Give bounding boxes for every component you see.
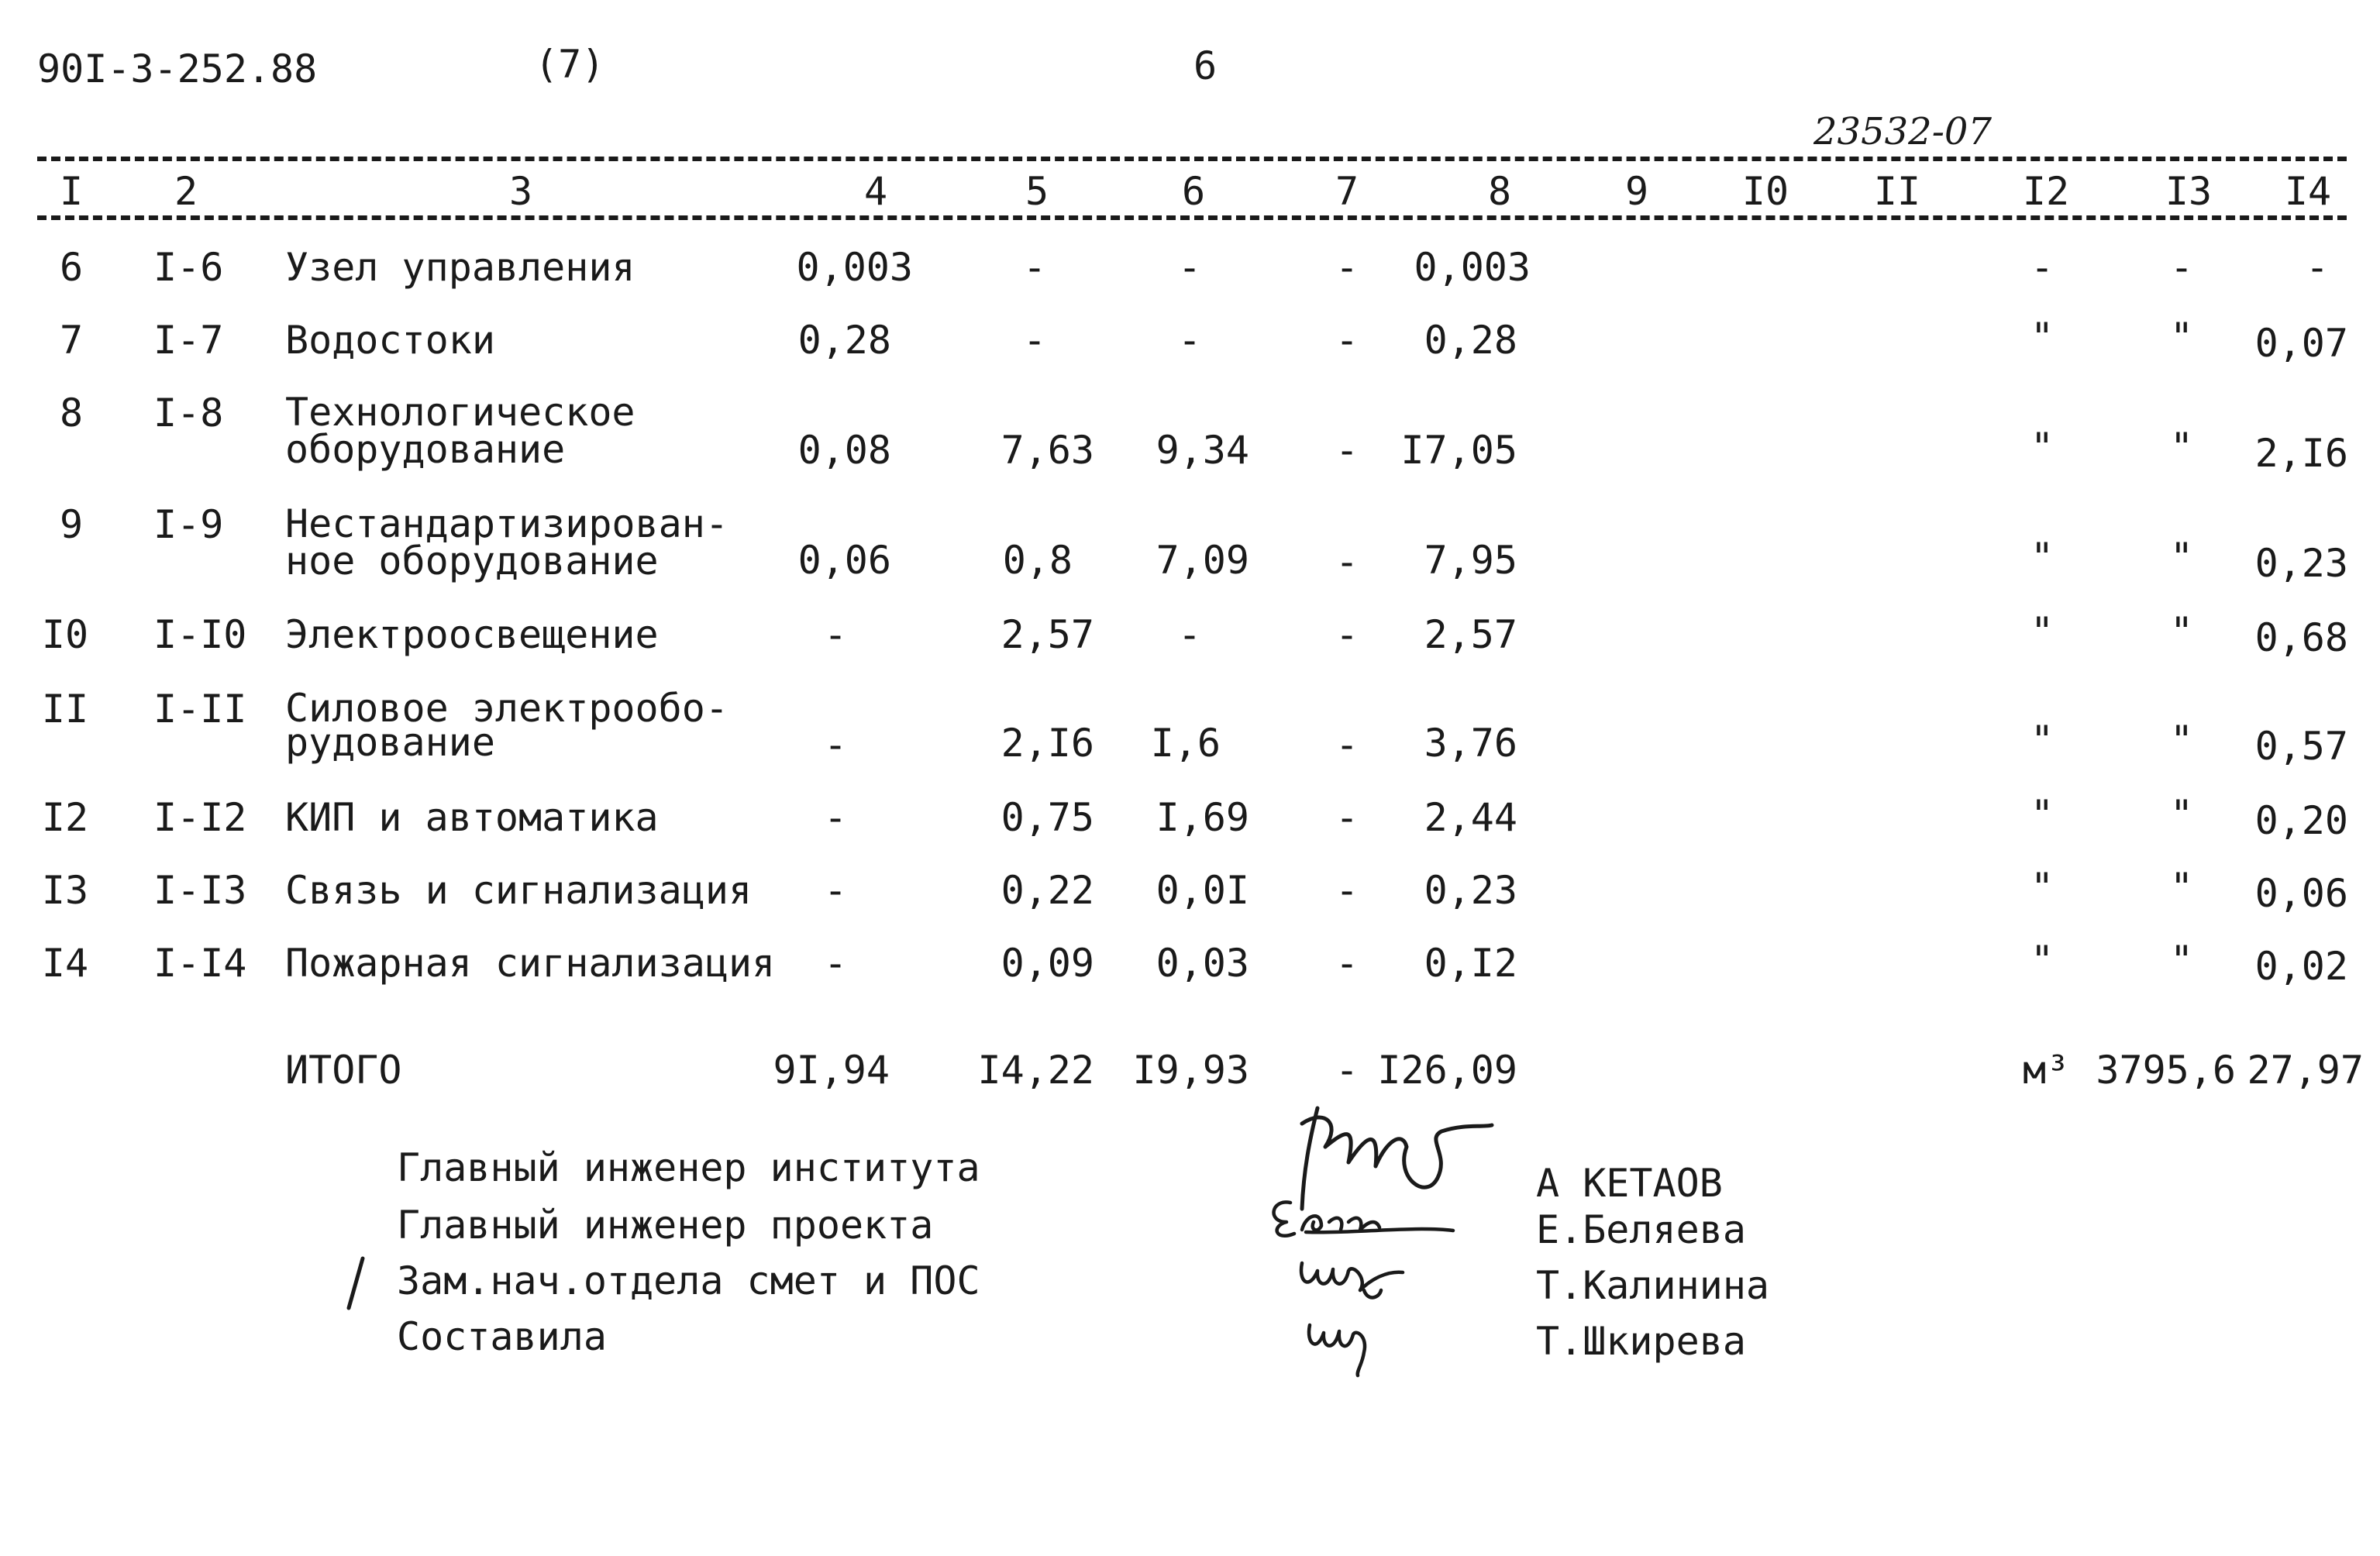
cell-col8: 7,95 (1424, 538, 1517, 583)
signature-deputy-head (1294, 1248, 1434, 1302)
cell-col12: " (2030, 315, 2055, 360)
row-name: Технологическое (285, 390, 635, 435)
cell-col5: 7,63 (1001, 428, 1094, 473)
cell-col8: I7,05 (1400, 428, 1517, 473)
total-col6: I9,93 (1132, 1048, 1249, 1093)
cell-col5: - (1022, 245, 1047, 290)
document-code: 90I-3-252.88 (37, 46, 318, 91)
cell-col4: - (823, 795, 848, 840)
total-col7: - (1335, 1048, 1359, 1093)
col-num-9: 9 (1624, 169, 1649, 214)
col-num-8: 8 (1487, 169, 1512, 214)
row-number: 8 (59, 391, 84, 435)
page-number: 6 (1193, 43, 1218, 88)
cell-col14: 0,68 (2254, 615, 2348, 660)
cell-col14: 0,02 (2254, 944, 2348, 989)
cell-col4: - (823, 722, 848, 767)
row-code: I-I4 (153, 941, 247, 986)
cell-col8: 3,76 (1424, 721, 1517, 766)
col-num-14: I4 (2284, 169, 2332, 214)
cell-col6: I,6 (1150, 721, 1221, 766)
row-code: I-I2 (153, 795, 247, 840)
cell-col13: " (2169, 609, 2194, 654)
tick-mark (341, 1254, 372, 1316)
row-code: I-I3 (153, 868, 247, 913)
cell-col5: 2,I6 (1001, 721, 1094, 766)
col-num-6: 6 (1181, 169, 1206, 214)
signatory-position: Зам.нач.отдела смет и ПОС (397, 1258, 980, 1303)
cell-col6: 0,03 (1156, 941, 1249, 986)
cell-col14: 0,57 (2254, 724, 2348, 769)
cell-col13: " (2169, 865, 2194, 910)
cell-col6: I,69 (1156, 795, 1249, 840)
row-name: Силовое электрообо- (285, 686, 728, 731)
cell-col8: 0,003 (1414, 245, 1531, 290)
signatory-position: Главный инженер проекта (397, 1203, 934, 1248)
cell-col4: 0,003 (796, 245, 913, 290)
cell-col13: - (2169, 245, 2194, 290)
cell-col7: - (1335, 941, 1359, 986)
cell-col7: - (1335, 612, 1359, 657)
cell-col7: - (1335, 245, 1359, 290)
cell-col12: " (2030, 609, 2055, 654)
cell-col8: 0,28 (1424, 318, 1517, 363)
cell-col8: 2,44 (1424, 795, 1517, 840)
col-num-11: II (1873, 169, 1921, 214)
cell-col5: 0,75 (1001, 795, 1094, 840)
row-number: I4 (41, 941, 89, 986)
cell-col6: 9,34 (1156, 428, 1249, 473)
signatory-position: Составила (397, 1314, 607, 1359)
cell-col5: 2,57 (1001, 612, 1094, 657)
cell-col14: 0,07 (2254, 321, 2348, 366)
cell-col14: 0,06 (2254, 871, 2348, 916)
signatory-name: Т.Калинина (1536, 1263, 1770, 1308)
cell-col14: 2,I6 (2254, 431, 2348, 476)
cell-col13: " (2169, 792, 2194, 837)
row-name: КИП и автоматика (285, 795, 659, 840)
cell-col8: 2,57 (1424, 612, 1517, 657)
row-code: I-7 (153, 318, 224, 363)
cell-col4: - (823, 612, 848, 657)
row-code: I-I0 (153, 612, 247, 657)
row-name: Нестандартизирован- (285, 501, 728, 546)
col-num-10: I0 (1741, 169, 1789, 214)
handwritten-number: 23532-07 (1813, 110, 1992, 153)
col-num-12: I2 (2022, 169, 2070, 214)
row-name-cont: рудование (285, 720, 495, 765)
col-num-4: 4 (863, 169, 888, 214)
signatory-name: Е.Беляева (1536, 1207, 1746, 1252)
cell-col12: - (2030, 245, 2055, 290)
row-number: I3 (41, 868, 89, 913)
row-number: 6 (59, 245, 84, 290)
row-name: Электроосвещение (285, 612, 659, 657)
cell-col4: 0,06 (797, 538, 891, 583)
total-col8: I26,09 (1377, 1048, 1517, 1093)
cell-col13: " (2169, 938, 2194, 983)
row-number: I0 (41, 612, 89, 657)
cell-col4: 0,08 (797, 428, 891, 473)
row-number: 9 (59, 502, 84, 547)
row-code: I-6 (153, 245, 224, 290)
cell-col5: 0,09 (1001, 941, 1094, 986)
col-num-3: 3 (508, 169, 533, 214)
cell-col7: - (1335, 795, 1359, 840)
cell-col4: 0,28 (797, 318, 891, 363)
cell-col7: - (1335, 539, 1359, 584)
col-num-1: I (59, 169, 84, 214)
cell-col5: - (1022, 318, 1047, 363)
cell-col7: - (1335, 318, 1359, 363)
cell-col14: - (2305, 245, 2330, 290)
signatory-name: А КЕТАОВ (1536, 1161, 1723, 1206)
header-top-rule (37, 157, 2347, 161)
col-num-7: 7 (1335, 169, 1359, 214)
row-name-cont: оборудование (285, 427, 566, 472)
cell-col12: " (2030, 535, 2055, 580)
cell-col5: 0,22 (1001, 868, 1094, 913)
cell-col12: " (2030, 718, 2055, 763)
cell-col6: - (1177, 245, 1202, 290)
cell-col12: " (2030, 938, 2055, 983)
cell-col6: 7,09 (1156, 538, 1249, 583)
cell-col5: 0,8 (1002, 538, 1073, 583)
cell-col12: " (2030, 425, 2055, 470)
cell-col13: " (2169, 535, 2194, 580)
row-name: Пожарная сигнализация (285, 941, 776, 986)
row-code: I-9 (153, 502, 224, 547)
signatory-position: Главный инженер института (397, 1145, 980, 1190)
row-name: Узел управления (285, 245, 635, 290)
row-number: II (41, 687, 89, 732)
total-col5: I4,22 (977, 1048, 1094, 1093)
header-bottom-rule (37, 215, 2347, 220)
row-code: I-II (153, 687, 247, 732)
cell-col14: 0,20 (2254, 798, 2348, 843)
row-number: I2 (41, 795, 89, 840)
cell-col6: - (1177, 318, 1202, 363)
sheet-reference: (7) (535, 42, 605, 87)
cell-col12: " (2030, 792, 2055, 837)
row-name-cont: ное оборудование (285, 539, 659, 584)
cell-col6: 0,0I (1156, 868, 1249, 913)
row-name: Водостоки (285, 318, 495, 363)
cell-col12: " (2030, 865, 2055, 910)
row-number: 7 (59, 318, 84, 363)
cell-col13: " (2169, 425, 2194, 470)
total-label: ИТОГО (285, 1048, 402, 1093)
total-col4: 9I,94 (773, 1048, 890, 1093)
cell-col8: 0,I2 (1424, 941, 1517, 986)
cell-col6: - (1177, 612, 1202, 657)
cell-col13: " (2169, 718, 2194, 763)
row-name: Связь и сигнализация (285, 868, 753, 913)
cell-col7: - (1335, 428, 1359, 473)
col-num-13: I3 (2165, 169, 2213, 214)
total-col13: 3795,6 (2096, 1048, 2236, 1093)
cell-col4: - (823, 941, 848, 986)
cell-col14: 0,23 (2254, 541, 2348, 586)
col-num-5: 5 (1025, 169, 1049, 214)
cell-col13: " (2169, 315, 2194, 360)
cell-col4: - (823, 868, 848, 913)
col-num-2: 2 (174, 169, 198, 214)
cell-col8: 0,23 (1424, 868, 1517, 913)
total-col14: 27,97 (2247, 1048, 2364, 1093)
cell-col7: - (1335, 868, 1359, 913)
cell-col7: - (1335, 722, 1359, 767)
total-unit: м³ (2023, 1048, 2070, 1093)
signatory-name: Т.Шкирева (1536, 1319, 1746, 1364)
row-code: I-8 (153, 391, 224, 435)
signature-compiler (1302, 1310, 1395, 1379)
signature-chief-engineer-project (1259, 1187, 1461, 1241)
